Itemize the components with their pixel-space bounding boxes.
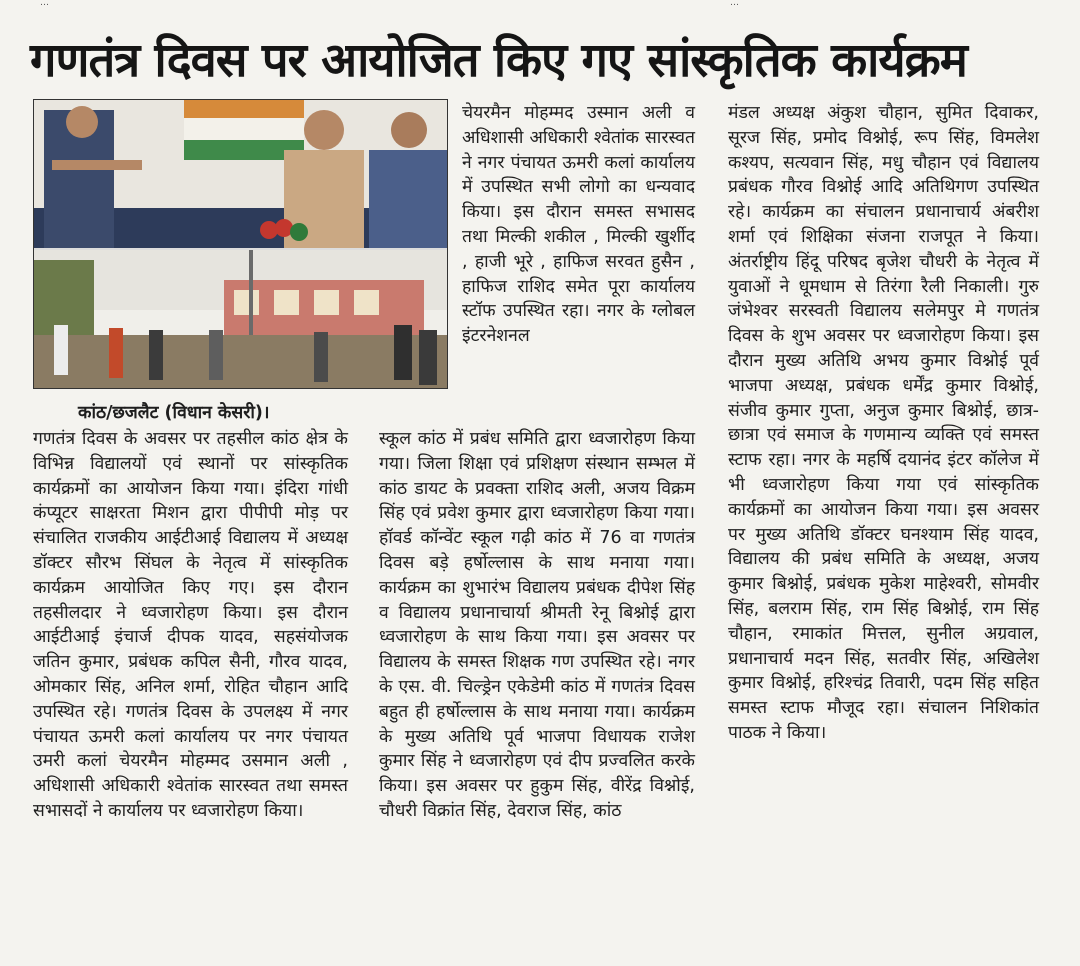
dateline-text: कांठ/छजलैट (विधान केसरी)।	[78, 403, 270, 423]
news-photo	[33, 99, 448, 389]
school-ground-photo	[34, 250, 447, 388]
column-1	[33, 427, 348, 824]
article-headline: गणतंत्र दिवस पर आयोजित किए गए सांस्कृतिक कार्यक्रम	[30, 33, 967, 88]
cut-off-top-text	[0, 0, 1080, 10]
column-2-bottom	[379, 427, 695, 824]
column-3	[728, 101, 1039, 746]
top-strip-left: …	[40, 0, 49, 8]
column-2-bottom-text: स्कूल कांठ में प्रबंध समिति द्वारा ध्वजारोहण किया गया। जिला शिक्षा एवं प्रशिक्षण संस्थान सम्भल में कांठ डायट के प्रवक्ता राशिद अली, अजय विक्रम सिंह एवं प्रवेश कुमार द्वारा ध्वजारोहण किया गया। हॉवर्ड कॉन्वेंट स्कूल गढ़ी कांठ में 76 वा गणतंत्र दिवस बड़े हर्षोल्लास के साथ मनाया गया। कार्यक्रम का शुभारंभ विद्यालय प्रबंधक दीपेश सिंह व विद्यालय प्रधानाचार्या श्रीमती रेनू बिश्नोई द्वारा ध्वजारोहण के साथ किया गया। इस अवसर पर विद्यालय के समस्त शिक्षक गण उपस्थित रहे। नगर के एस. वी. चिल्ड्रेन एकेडेमी कांठ में गणतंत्र दिवस बहुत ही हर्षोल्लास के साथ मनाया गया। कार्यक्रम के मुख्य अतिथि पूर्व भाजपा विधायक राजेश कुमार सिंह ने ध्वजारोहण एवं दीप प्रज्वलित करके किया। इस अवसर पर हुकुम सिंह, वीरेंद्र विश्नोई, चौधरी विक्रांत सिंह, देवराज सिंह, कांठ	[379, 429, 695, 821]
top-strip-right: …	[730, 0, 739, 8]
column-2-top-text: चेयरमैन मोहम्मद उस्मान अली व अधिशासी अधिकारी श्वेतांक सारस्वत ने नगर पंचायत ऊमरी कलां कार्यालय में उपस्थित सभी लोगो का धन्यवाद किया। इस दौरान समस्त सभासद तथा मिल्की शकील , मिल्की खुर्शीद , हाजी भूरे , हाफिज सरवत हुसैन , हाफिज राशिद समेत पूरा कार्यालय स्टॉफ उपस्थित रहा। नगर के ग्लोबल इंटरनेशनल	[462, 103, 695, 347]
column-2-top	[462, 101, 695, 349]
dateline	[78, 401, 368, 426]
flag-hoisting-photo	[34, 100, 447, 248]
column-1-text: गणतंत्र दिवस के अवसर पर तहसील कांठ क्षेत्र के विभिन्न विद्यालयों एवं स्थानों पर सांस्कृतिक कार्यक्रमों का आयोजन किया गया। इंदिरा गांधी कंप्यूटर साक्षरता मिशन द्वारा पीपीपी मोड़ पर संचालित राजकीय आईटीआई विद्यालय में अध्यक्ष डॉक्टर सौरभ सिंघल के नेतृत्व में सांस्कृतिक कार्यक्रम आयोजित किए गए। इस दौरान तहसीलदार ने ध्वजारोहण किया। इस दौरान आईटीआई इंचार्ज दीपक यादव, सहसंयोजक जतिन कुमार, प्रबंधक कपिल सैनी, गौरव यादव, ओमकार सिंह, अनिल शर्मा, रोहित चौहान आदि उपस्थित रहे। गणतंत्र दिवस के उपलक्ष्य में नगर पंचायत ऊमरी कलां कार्यालय पर नगर पंचायत उमरी कलां चेयरमैन मोहम्मद उसमान अली , अधिशासी अधिकारी श्वेतांक सारस्वत तथा समस्त सभासदों ने कार्यालय पर ध्वजारोहण किया।	[33, 429, 348, 821]
column-3-text: मंडल अध्यक्ष अंकुश चौहान, सुमित दिवाकर, सूरज सिंह, प्रमोद विश्नोई, रूप सिंह, विमलेश कश्यप, सत्यवान सिंह, मधु चौहान एवं विद्यालय प्रबंधक गौरव विश्नोई आदि अतिथिगण उपस्थित रहे। कार्यक्रम का संचालन प्रधानाचार्य अंबरीश शर्मा एवं शिक्षिका संजना राजपूत ने किया। अंतर्राष्ट्रीय हिंदू परिषद बृजेश चौधरी के नेतृत्व में युवाओं ने धूमधाम से तिरंगा रैली निकाली। गुरु जंभेश्वर सरस्वती विद्यालय सलेमपुर मे गणतंत्र दिवस के शुभ अवसर पर ध्वजारोहण किया। इस दौरान मुख्य अतिथि अभय कुमार विश्नोई पूर्व भाजपा अध्यक्ष, प्रबंधक धर्मेंद्र कुमार विश्नोई, संजीव कुमार गुप्ता, अनुज कुमार बिश्नोई, छात्र-छात्रा एवं समाज के गणमान्य व्यक्ति एवं समस्त स्टाफ रहा। नगर के महर्षि दयानंद इंटर कॉलेज में भी ध्वजारोहण किया गया एवं सांस्कृतिक कार्यक्रमों का आयोजन किया गया। इस अवसर पर मुख्य अतिथि डॉक्टर घनश्याम सिंह यादव, विद्यालय की प्रबंध समिति के अध्यक्ष, अजय कुमार बिश्नोई, प्रबंधक मुकेश माहेश्वरी, सोमवीर सिंह, बलराम सिंह, राम सिंह बिश्नोई, राम सिंह चौहान, रमाकांत मित्तल, सुनील अग्रवाल, प्रधानाचार्य मदन सिंह, सतवीर सिंह, अखिलेश कुमार विश्नोई, हरिश्चंद्र तिवारी, पदम सिंह सहित समस्त स्टाफ मौजूद रहा। संचालन निशिकांत पाठक ने किया।	[728, 103, 1039, 743]
